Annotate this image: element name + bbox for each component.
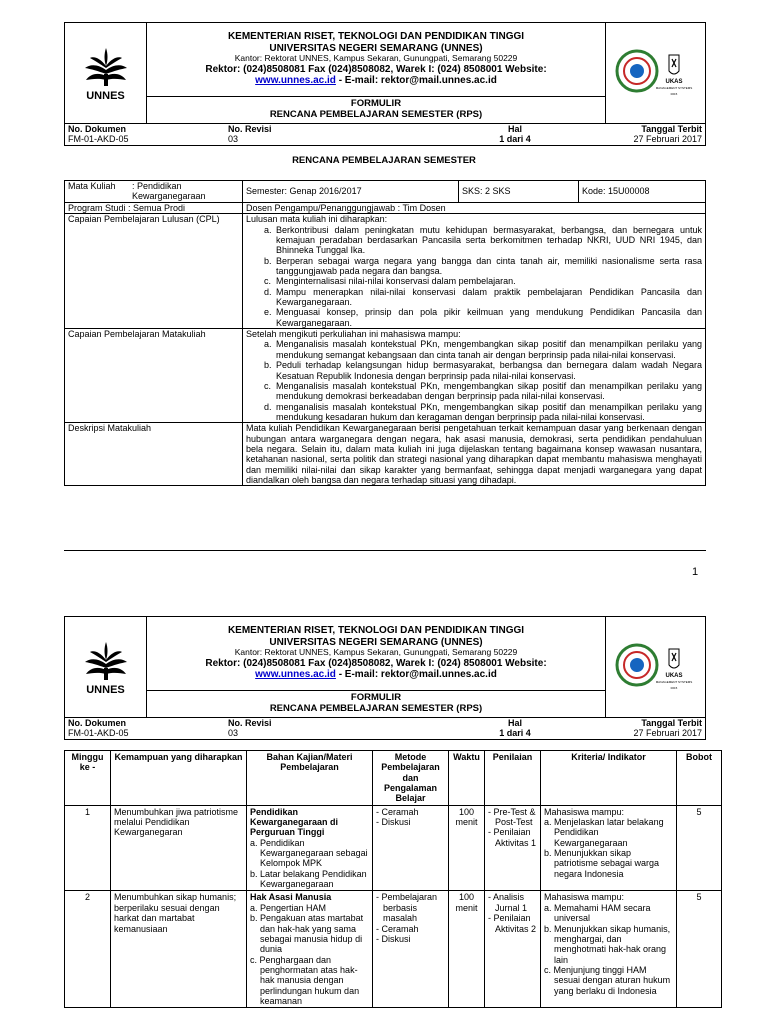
method-item: - Diskusi [376,933,411,944]
criteria-item: c. Menjunjung tinggi HAM sesuai dengan aturan hukum yang berlaku di Indonesia [544,964,671,996]
assessment-item: - Analisis Jurnal 1 [488,892,528,913]
cpmk-item: b. Peduli terhadap kelangsungan hidup bermasyarakat, berbangsa dan bernegara dalam wadah Negara Kesatuan Republik Indonesia dengan berprinsip pada nilai-nilai konservasi. [264,360,702,381]
weight-cell: 5 [677,891,722,1008]
cpmk-content: Setelah mengikuti perkuliahan ini mahasiswa mampu: a. Menganalisis masalah kontekstual PKn, mengembangkan sikap positif dan menampilkan perilaku yang mendukung semangat kebangsaan dan cinta tanah air dengan berprinsip pada nilai-nilai konservasi. b. Peduli terhadap kelangsungan hidup bermasyarakat, berbangsa dan bernegara dalam wadah Negara Kesatuan Republik Indonesia dengan berprinsip pada nilai-nilai konservasi. c. Menganalisis masalah kontekstual PKn, mengembangkan sikap positif dan menampilkan perilaku yang mendukung demokrasi berkeadaban dengan berprinsip pada nilai-nilai konservasi. d. menganalisis masalah kontekstual PKn, mengembangkan sikap positif dan menampilkan perilaku yang mendukung kesadaran hukum dan keragaman dengan berprinsip pada nilai-nilai konservasi. [243,329,706,423]
topic-item: a. Pengertian HAM [250,902,327,913]
issue-date: Tanggal Terbit 27 Februari 2017 [633,124,702,144]
col-header-criteria: Kriteria/ Indikator [541,751,677,806]
assessment-cell [485,891,541,1008]
col-header-time: Waktu [449,751,485,806]
cpl-content: Lulusan mata kuliah ini diharapkan: a. Berkontribusi dalam peningkatan mutu kehidupan bermasyarakat, berbangsa, dan bernegara untuk kemajuan peradaban berdasarkan Pancasila serta berkomitmen terhadap NKRI, UUD NRI 1945, dan Bhinneka Tunggal Ika. b. Berperan sebagai warga negara yang bangga dan cinta tanah air, memiliki nasionalisme serta rasa tanggungjawab pada negara dan bangsa. c. Menginternalisasi nilai-nilai konservasi dalam pembelajaran. d. Mampu menerapkan nilai-nilai konservasi dalam praktik pembelajaran Pendidikan Pancasila dan Kewarganegaraan. e. Menguasai konsep, prinsip dan pola pikir keilmuan yang mendukung Pendidikan Pancasila dan Kewarganegaraan. [243,214,706,329]
criteria-cell [541,891,677,1008]
contact-phones: Rektor: (024)8508081 Fax (024)8508082, Warek I: (024) 8508001 Website: [205,63,547,75]
cpl-item: e. Menguasai konsep, prinsip dan pola pikir keilmuan yang mendukung Pendidikan Pancasila dan Kewarganegaraan. [264,307,702,328]
topic-item: b. Latar belakang Pendidikan Kewarganegaraan [250,868,367,890]
page-separator [64,550,706,551]
col-header-assessment: Penilaian [485,751,541,806]
contact-phones: Rektor: (024)8508081 Fax (024)8508082, Warek I: (024) 8508001 Website: [205,657,547,669]
weight-cell: 5 [677,805,722,891]
email-text: - E-mail: rektor@mail.unnes.ac.id [335,669,497,681]
office-address: Kantor: Rektorat UNNES, Kampus Sekaran, Gunungpati, Semarang 50229 [234,647,518,657]
unnes-emblem-icon [82,638,130,682]
contact-web-email [147,75,605,87]
semester-cell: Semester: Genap 2016/2017 [243,181,459,203]
unnes-logo [65,23,147,123]
method-item: - Ceramah [376,923,419,934]
cpmk-item: c. Menganalisis masalah kontekstual PKn, mengembangkan sikap positif dan menampilkan perilaku yang mendukung demokrasi berkeadaban dengan berprinsip pada nilai-nilai konservasi. [264,380,702,402]
cert-num: 0015 [670,686,677,690]
lecturer-cell: Dosen Pengampu/Penanggungjawab : Tim Dosen [243,203,706,214]
col-header-weight: Bobot [677,751,722,806]
topic-item: c. Penghargaan dan penghormatan atas hak-hak manusia dengan perlindungan hukum dan keamanan [250,954,360,1006]
cpl-item: a. Berkontribusi dalam peningkatan mutu kehidupan bermasyarakat, berbangsa, dan bernegara untuk kemajuan peradaban berdasarkan Pancasila serta berkomitmen terhadap NKRI, UUD NRI 1945, dan Bhinneka Tunggal Ika. [264,224,702,256]
unnes-logo [65,617,147,717]
ability-cell: Menumbuhkan jiwa patriotisme melalui Pendidikan Kewarganegaran [111,805,247,891]
criteria-item: b. Menunjukkan sikap humanis, menghargai, dan menghotmati hak-hak orang lain [544,923,671,965]
ability-cell: Menumbuhkan sikap humanis; berperilaku sesuai dengan harkat dan martabat kemanusiaan [111,891,247,1008]
ministry-name: KEMENTERIAN RISET, TEKNOLOGI DAN PENDIDIKAN TINGGI [227,31,525,42]
header-page-2 [64,616,706,740]
cert-sub: MANAGEMENT SYSTEMS [655,680,692,684]
certification-badge [605,617,705,717]
website-link[interactable]: www.unnes.ac.id [255,75,336,87]
cpl-list [246,225,702,328]
email-text: - E-mail: rektor@mail.unnes.ac.id [335,75,497,87]
week-cell: 1 [65,805,111,891]
university-name: UNIVERSITAS NEGERI SEMARANG (UNNES) [269,42,483,54]
assessment-cell [485,805,541,891]
cpmk-item: d. menganalisis masalah kontekstual PKn, mengembangkan sikap positif dan menampilkan perilaku yang mendukung kesadaran hukum dan keragaman dengan berprinsip pada nilai-nilai konservasi. [264,401,702,422]
description-text: Mata kuliah Pendidikan Kewarganegaraan berisi pengetahuan terkait kemampuan dasar yang berkenaan dengan hubungan antara warganegara dengan negara, hak asasi manusia, demokrasi, serta pendidikan pendahuluan bela negara. Selain itu, dalam mata kuliah ini juga dijelaskan tentang bagaimana konsep wawasan nusantara, ketahanan nasional, serta politik dan strategi nasional yang diharapkan dapat membantu mahasiswa menghayati dan memiliki nilai-nilai dan sikap karakter yang bermanfaat, sehingga dapat menjadi warganegara yang dapat diandalkan oleh bangsa dan negara terhadap situasi yang dihadapi. [243,423,706,486]
criteria-item: a. Menjelaskan latar belakang Pendidikan Kewarganegaraan [544,817,664,848]
table-row [65,891,722,1008]
week-cell: 2 [65,891,111,1008]
office-address: Kantor: Rektorat UNNES, Kampus Sekaran, Gunungpati, Semarang 50229 [234,53,518,63]
form-title: RENCANA PEMBELAJARAN SEMESTER (RPS) [269,703,483,715]
description-label: Deskripsi Matakuliah [65,423,243,486]
university-name: UNIVERSITAS NEGERI SEMARANG (UNNES) [269,636,483,648]
page-info: Hal 1 dari 4 [499,718,531,738]
assessment-item: - Penilaian Aktivitas 1 [488,827,537,848]
form-label: FORMULIR [350,692,402,704]
topic-item: b. Pengakuan atas martabat dan hak-hak yang sama sebagai manusia hidup di dunia [250,913,364,955]
ministry-name: KEMENTERIAN RISET, TEKNOLOGI DAN PENDIDIKAN TINGGI [227,625,525,636]
logo-text: UNNES [86,683,125,696]
form-label: FORMULIR [350,98,402,110]
ukas-certification-icon [613,637,699,697]
criteria-intro: Mahasiswa mampu: [544,892,625,903]
course-info-table [64,180,706,486]
doc-number: No. Dokumen FM-01-AKD-05 [68,124,129,144]
topic-cell [247,891,373,1008]
issue-date: Tanggal Terbit 27 Februari 2017 [633,718,702,738]
ukas-certification-icon [613,43,699,103]
sks-cell: SKS: 2 SKS [459,181,579,203]
topic-title: Hak Asasi Manusia [250,892,332,903]
cpmk-list [246,339,702,422]
table-row [65,805,722,891]
method-item: - Ceramah [376,806,419,817]
criteria-intro: Mahasiswa mampu: [544,806,625,817]
logo-text: UNNES [86,89,125,102]
certification-badge [605,23,705,123]
cpl-item: c. Menginternalisasi nilai-nilai konservasi dalam pembelajaran. [264,276,516,287]
criteria-item: b. Menunjukkan sikap patriotisme sebagai warga negara Indonesia [544,848,660,879]
page-info: Hal 1 dari 4 [499,124,531,144]
assessment-item: - Pre-Test & Post-Test [488,806,536,828]
col-header-topic: Bahan Kajian/Materi Pembelajaran [247,751,373,806]
topic-cell [247,805,373,891]
cpl-item: b. Berperan sebagai warga negara yang bangga dan cinta tanah air, memiliki nasionalisme serta rasa tanggungjawab pada negara dan bangsa. [264,255,702,277]
col-header-method: Metode Pembelajaran dan Pengalaman Belajar [373,751,449,806]
cpl-item: d. Mampu menerapkan nilai-nilai konservasi dalam praktik pembelajaran Pendidikan Pancasila dan Kewarganegaraan. [264,286,702,308]
header-page-1 [64,22,706,146]
assessment-item: - Penilaian Aktivitas 2 [488,913,537,934]
cpmk-item: a. Menganalisis masalah kontekstual PKn, mengembangkan sikap positif dan menampilkan perilaku yang mendukung semangat kebangsaan dan cinta tanah air dengan berprinsip pada nilai-nilai konservasi. [264,339,702,360]
time-cell: 100 menit [449,805,485,891]
course-name-cell: Mata Kuliah : Pendidikan Kewarganegaraan [65,181,243,203]
cert-text: UKAS [664,79,683,85]
col-header-week: Minggu ke - [65,751,111,806]
method-cell [373,805,449,891]
time-cell: 100 menit [449,891,485,1008]
page-number: 1 [692,566,699,578]
course-code-cell: Kode: 15U00008 [579,181,706,203]
cert-text: UKAS [664,673,683,679]
website-link[interactable]: www.unnes.ac.id [255,669,336,681]
doc-number: No. Dokumen FM-01-AKD-05 [68,718,129,738]
contact-web-email [147,669,605,681]
revision-number: No. Revisi 03 [228,124,272,144]
cpmk-label: Capaian Pembelajaran Matakuliah [65,329,243,423]
col-header-ability: Kemampuan yang diharapkan [111,751,247,806]
topic-title: Pendidikan Kewarganegaraan di Perguruan Tinggi [250,806,339,838]
method-cell [373,891,449,1008]
method-item: - Pembelajaran berbasis masalah [376,892,438,924]
form-title: RENCANA PEMBELAJARAN SEMESTER (RPS) [269,109,483,121]
unnes-emblem-icon [82,44,130,88]
schedule-table [64,750,722,1008]
cert-num: 0015 [670,92,677,96]
document-title: RENCANA PEMBELAJARAN SEMESTER [292,155,476,166]
study-program-cell: Program Studi : Semua Prodi [65,203,243,214]
cert-sub: MANAGEMENT SYSTEMS [655,86,692,90]
topic-item: a. Pendidikan Kewarganegaraan sebagai Kelompok MPK [250,837,368,869]
revision-number: No. Revisi 03 [228,718,272,738]
method-item: - Diskusi [376,817,411,828]
criteria-item: a. Memahami HAM secara universal [544,902,651,924]
criteria-cell [541,805,677,891]
cpl-label: Capaian Pembelajaran Lulusan (CPL) [65,214,243,329]
